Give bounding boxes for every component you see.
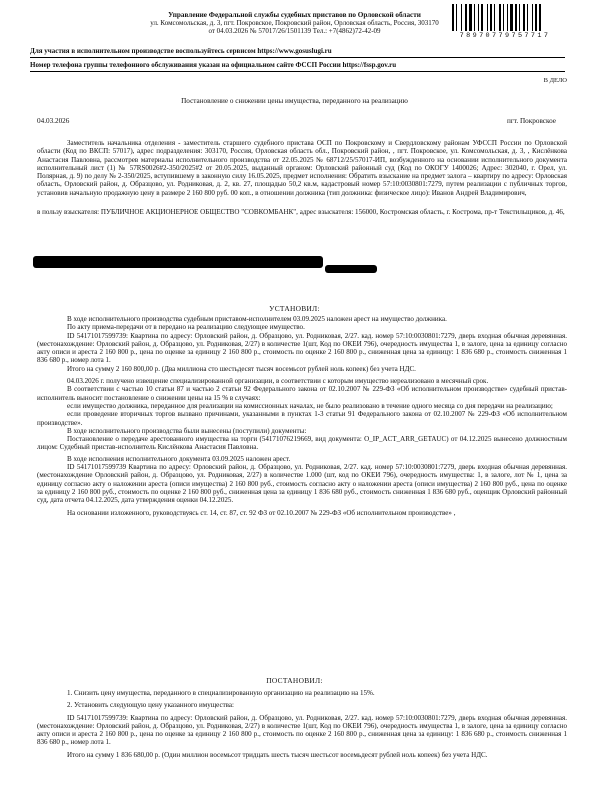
barcode-bar	[507, 4, 508, 31]
barcode-bar	[487, 4, 488, 31]
barcode-bar	[535, 4, 537, 31]
barcode-bar	[469, 4, 472, 31]
paragraph: 04.03.2026 г. получено извещение специализированной организации, в соответствии с которым имущество нереализовано в месячный срок.	[67, 377, 489, 386]
intro-creditor: в пользу взыскателя: ПУБЛИЧНОЕ АКЦИОНЕРНОЕ ОБЩЕСТВО "СОВКОМБАНК", адрес взыскателя: 156000, Костромская область, г. Кострома, пр-т Текстильщиков, д. 46,	[37, 208, 565, 217]
document-date: 04.03.2026	[37, 117, 70, 125]
barcode-bar	[478, 4, 479, 31]
intro-section	[37, 139, 567, 216]
paragraph: В ходе исполнения исполнительного документа 03.09.2025 наложен арест.	[67, 454, 291, 463]
document-place: пгт. Покровское	[507, 117, 556, 125]
barcode-bar	[503, 4, 504, 31]
barcode-bar	[456, 4, 457, 31]
paragraph: В соответствии с частью 10 статьи 87 и частью 2 статьи 92 Федерального закона от 02.10.2007 № 229-ФЗ «Об исполнительном производстве» судебный пристав-исполнитель выносит постановление о снижении цены на 15 % в случаях:	[37, 385, 567, 402]
established-section	[37, 315, 567, 517]
property-item: ID 54171017599739: Квартина по адресу: Орловский район, д. Образцово, ул. Родниковая, 2/27. кад. номер 57:10:0030801:7279, дверь входная обычная деревянная. (местонахождение: Орловский район, д. Образцово, ул. Родниковая, 2/27) в количестве 1(шт, Код по ОКЕИ 796), очередность имущества 1, в залоге, цена за единицу согласно акту описи и ареста 2 160 800 р., цена по оценке за единицу 2 160 800 р., стоимость по оценке 2 160 800 р., сниженная цена за единицу: 1 836 680 р., стоимость сниженная 1 836 680 р., номер лота 1.	[37, 713, 567, 747]
paragraph: По акту приема-передачи от в передано на реализацию следующее имущество.	[67, 323, 305, 332]
resolved-heading: ПОСТАНОВИЛ:	[266, 676, 323, 685]
barcode-bar	[510, 4, 513, 31]
barcode-bar	[532, 4, 533, 31]
paragraph: 2. Установить следующую цену указанного имущества:	[67, 701, 234, 710]
total-amount: Итого на сумму 1 836 680,00 р. (Один миллион восемьсот тридцать шесть тысяч шестьсот восемьдесят рублей ноль копеек) без учета НДС.	[67, 750, 488, 759]
paragraph: Постановление о передаче арестованного имущества на торги (54171076219669, вид документа: O_IP_ACT_ARR_GETAUC) от 04.12.2025 вынесено должностным лицом: Судебный пристав-исполнитель Кислёнкова Анастасия Павловна.	[37, 435, 567, 452]
barcode-bar	[527, 4, 528, 31]
v-delo-mark: В ДЕЛО	[543, 77, 567, 84]
paragraph: если имущество должника, переданное для реализации на комиссионных началах, не было реализовано в течение одного месяца со дня передачи на реализацию;	[67, 401, 553, 410]
barcode-bar	[461, 4, 462, 31]
paragraph: На основании изложенного, руководствуясь ст. 14, ст. 87, ст. 92 ФЗ от 02.10.2007 № 229-ФЗ «Об исполнительном производстве» ,	[67, 508, 456, 517]
redaction-bar	[33, 256, 323, 268]
office-address: ул. Комсомольская, д. 3, пгт. Покровское, Покровский район, Орловская область, Россия, 303170	[150, 19, 439, 27]
paragraph: если проведение вторичных торгов вызвано причинами, указанными в пунктах 1-3 статьи 91 Федерального закона от 02.10.2007 № 229-ФЗ «Об исполнительном производстве».	[37, 410, 567, 427]
barcode	[452, 4, 556, 31]
barcode-bar	[474, 4, 475, 31]
divider	[30, 57, 565, 58]
total-amount: Итого на сумму 2 160 800,00 р. (Два миллиона сто шестьдесят тысяч восемьсот рублей ноль копеек) без учета НДС.	[67, 364, 416, 373]
office-name: Управление Федеральной службы судебных приставов по Орловской области	[168, 11, 421, 19]
paragraph: В ходе исполнительного производства были вынесены (поступили) документы:	[67, 426, 307, 435]
barcode-bar	[499, 4, 501, 31]
barcode-bar	[539, 4, 541, 31]
property-item: ID 54171017599739 Квартина по адресу: Орловский район, д. Образцово, ул. Родниковая, 2/27. кад. номер 57:10:0030801:7279, дверь входная обычная деревянная. (местонахождение Орловский район, д. Образцово, ул. Родниковая, 2/27) в количестве 1.000 (шт, код по ОКЕИ 796), очередность имущества: 1, в залоге, лот № 1, цена за единицу согласно акту о наложении ареста (описи имущества) 2 160 800 руб., стоимость согласно акту о наложении ареста (описи имущества) 2 160 800 руб., цена по оценке за единицу 2 160 800 руб., стоимость по оценке 2 160 800 руб., сниженная цена за единицу 1 836 680 руб., стоимость сниженная 1 836 680 руб., оценщик Орловский районный суд, дата отчета 04.12.2025, дата утверждения оценки 04.12.2025.	[37, 463, 567, 505]
established-heading: УСТАНОВИЛ:	[269, 304, 320, 313]
barcode-bar	[494, 4, 495, 31]
property-item: ID 54171017599739: Квартина по адресу: Орловский район, д. Образцово, ул. Родниковая, 2/27. кад. номер 57:10:0030801:7279, дверь входная обычная деревянная. (местонахождение: Орловский район, д. Образцово, ул. Родниковая, 2/27) в количестве 1(шт, Код по ОКЕИ 796), очередность имущества 1, в залоге, цена за единицу согласно акту описи и ареста 2 160 800 р., цена по оценке за единицу 2 160 800 р., стоимость по оценке 2 160 800 р., сниженная цена за единицу: 1 836 680 р., стоимость сниженная 1 836 680 р., номер лота 1.	[37, 331, 567, 365]
barcode-bar	[515, 4, 517, 31]
barcode-bar	[519, 4, 520, 31]
barcode-bar	[523, 4, 525, 31]
paragraph: В ходе исполнительного производства судебным приставом-исполнителем 03.09.2025 наложен арест на имущество должника.	[67, 315, 447, 323]
document-number-phone: от 04.03.2026 № 57017/26/1501139 Тел.: +7(4862)72-42-09	[208, 27, 381, 35]
redaction-bar	[325, 265, 377, 273]
barcode-bar	[481, 4, 483, 31]
phone-notice: Номер телефона группы телефонного обслуживания указан на официальном сайте ФССП России https://fssp.gov.ru	[30, 61, 397, 69]
paragraph: 1. Снизить цену имущества, переданного в специализированную организацию на реализацию на 15%.	[67, 689, 375, 697]
barcode-bar	[490, 4, 492, 31]
intro-paragraph: Заместитель начальника отделения - заместитель старшего судебного пристава ОСП по Покровскому и Свердловскому районам УФССП России по Орловской области (Код по ВКСП: 57017), адрес подразделения: 303170, Россия, Орловская область обл., Покровский район, , пгт. Покровское, ул. Комсомольская, д. 3, , Кислёнкова Анастасия Павловна, рассмотрев материалы исполнительного производства от 22.05.2025 № 68712/25/57017-ИП, возбужденного на основании исполнительного документа исполнительный лист (1) № 57RS0026#2-350/2025#2 от 20.05.2025, выданный органом: Орловский районный суд (Код по ОКОГУ 1400026; Адрес: 302040, г. Орел, ул. Полярная, д. 9) по делу № 2-350/2025, вступившему в законную силу 16.05.2025, предмет исполнения: Обратить взыскание на предмет залога – квартиру по адресу: Орловская область, Орловский район, д. Образцово, ул. Родниковая, д. 2, кв. 27, площадью 50,2 кв.м, кадастровый номер 57:10:0030801:7279, путем реализации с публичных торгов, установив начальную продажную цену в размере 2 160 800 руб. 00 коп., в отношении должника (тип должника: физическое лицо): Иванов Андрей Владимирович,	[37, 139, 567, 197]
gosuslugi-notice: Для участия в исполнительном производстве воспользуйтесь сервисом https://www.gosuslugi.ru	[30, 47, 332, 55]
document-title: Постановление о снижении цены имущества, переданного на реализацию	[181, 97, 408, 105]
resolved-section	[37, 689, 567, 759]
divider	[30, 71, 565, 72]
barcode-number: 78970779757717	[459, 32, 551, 40]
barcode-bar	[452, 4, 454, 31]
barcode-bar	[465, 4, 467, 31]
